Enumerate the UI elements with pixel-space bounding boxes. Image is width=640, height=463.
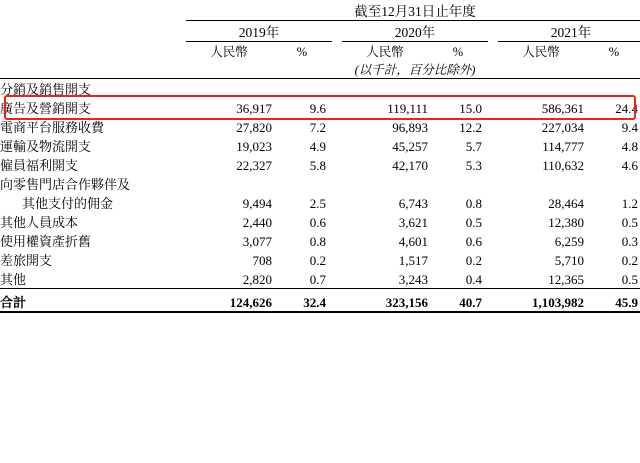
unit-header-row [0, 42, 640, 61]
row-value-amount-2021: 586,361 [541, 101, 584, 116]
row-value-pct-2021: 1.2 [621, 196, 638, 211]
row-value-pct-2019: 0.2 [309, 253, 326, 268]
row-value-amount-2019: 36,917 [236, 101, 272, 116]
row-value-amount-2019: 9,494 [242, 196, 272, 211]
row-value-pct-2020: 0.4 [465, 272, 482, 287]
row-value-amount-2021: 12,380 [548, 215, 584, 230]
row-label: 其他支付的佣金 [22, 196, 114, 211]
empty-corner [0, 0, 186, 21]
table-bottom-rule-row [0, 311, 640, 312]
row-gap-2 [488, 212, 498, 231]
total-pct-2021: 45.9 [584, 289, 640, 312]
row-value-pct-2021: 0.5 [621, 272, 638, 287]
row-gap-1 [332, 174, 342, 193]
row-gap-2 [488, 155, 498, 174]
table-row [0, 98, 640, 117]
period-title-row [0, 0, 640, 21]
unit-note-label-spacer [0, 60, 186, 78]
row-value-pct-2021: 24.4 [615, 101, 638, 116]
row-gap-1 [332, 98, 342, 117]
row-value-amount-2021: 110,632 [542, 158, 584, 173]
row-value-pct-2019: 4.9 [309, 139, 326, 154]
section-title-row [0, 79, 640, 99]
row-value-pct-2019: 7.2 [309, 120, 326, 135]
row-value-amount-2021: 28,464 [548, 196, 584, 211]
row-label: 使用權資產折舊 [0, 234, 92, 249]
row-value-amount-2020: 96,893 [392, 120, 428, 135]
row-gap-1 [332, 193, 342, 212]
row-value-amount-2021: 114,777 [542, 139, 584, 154]
row-value-pct-2021: 0.3 [621, 234, 638, 249]
row-value-pct-2020: 0.5 [465, 215, 482, 230]
row-value-amount-2021: 6,259 [554, 234, 584, 249]
col-pct-2019: % [296, 45, 308, 59]
total-label: 合計 [0, 289, 186, 312]
row-label: 電商平台服務收費 [0, 120, 105, 135]
total-gap-1 [332, 289, 342, 312]
col-amount-2020: 人民幣 [366, 45, 404, 59]
row-gap-2 [488, 231, 498, 250]
year-header-2019: 2019年 [186, 21, 332, 42]
section-title: 分銷及銷售開支 [0, 82, 92, 97]
row-value-pct-2020 [428, 174, 488, 193]
row-value-amount-2020 [342, 174, 428, 193]
row-value-pct-2019 [272, 174, 332, 193]
table-row [0, 231, 640, 250]
row-value-pct-2020: 0.2 [465, 253, 482, 268]
row-value-pct-2020: 5.3 [465, 158, 482, 173]
row-value-amount-2020: 119,111 [387, 101, 428, 116]
row-value-amount-2020: 45,257 [392, 139, 428, 154]
row-gap-1 [332, 117, 342, 136]
row-value-amount-2019: 2,820 [242, 272, 272, 287]
row-gap-2 [488, 250, 498, 269]
table-row [0, 212, 640, 231]
total-pct-2019: 32.4 [272, 289, 332, 312]
row-value-pct-2021 [584, 174, 640, 193]
row-label: 運輸及物流開支 [0, 139, 92, 154]
row-label: 其他人員成本 [0, 215, 79, 230]
table-row [0, 250, 640, 269]
row-value-pct-2020: 15.0 [459, 101, 482, 116]
row-value-amount-2019 [186, 174, 272, 193]
total-amount-2021: 1,103,982 [498, 289, 584, 312]
year-header-2020: 2020年 [342, 21, 488, 42]
table-row [0, 155, 640, 174]
row-value-amount-2021: 5,710 [554, 253, 584, 268]
row-gap-1 [332, 250, 342, 269]
row-gap-2 [488, 269, 498, 289]
total-row [0, 289, 640, 312]
row-label: 廣告及營銷開支 [0, 101, 92, 116]
total-gap-2 [488, 289, 498, 312]
row-value-amount-2019: 3,077 [242, 234, 272, 249]
row-gap-1 [332, 155, 342, 174]
row-value-amount-2020: 4,601 [398, 234, 428, 249]
row-gap-2 [488, 117, 498, 136]
row-value-pct-2021: 9.4 [621, 120, 638, 135]
total-pct-2020: 40.7 [428, 289, 488, 312]
row-value-pct-2020: 5.7 [465, 139, 482, 154]
row-value-pct-2019: 0.6 [309, 215, 326, 230]
gap-1 [332, 21, 342, 42]
table-row [0, 174, 640, 193]
col-pct-2021: % [608, 45, 620, 59]
row-value-pct-2019: 5.8 [309, 158, 326, 173]
table-bottom-rule [0, 311, 640, 312]
year-row-label-spacer [0, 21, 186, 42]
row-value-amount-2021: 227,034 [541, 120, 584, 135]
total-amount-2020: 323,156 [342, 289, 428, 312]
col-pct-2020: % [452, 45, 464, 59]
row-label: 向零售門店合作夥伴及 [0, 177, 131, 192]
unit-note: (以千計，百分比除外) [354, 63, 476, 77]
row-value-pct-2021: 0.5 [621, 215, 638, 230]
unit-row-label-spacer [0, 42, 186, 61]
unit-note-row [0, 60, 640, 78]
gap-4 [488, 42, 498, 61]
row-value-pct-2021: 0.2 [621, 253, 638, 268]
row-value-amount-2020: 6,743 [398, 196, 428, 211]
year-header-row [0, 21, 640, 42]
row-gap-2 [488, 136, 498, 155]
row-value-amount-2019: 22,327 [236, 158, 272, 173]
row-value-pct-2020: 12.2 [459, 120, 482, 135]
row-value-amount-2020: 42,170 [392, 158, 428, 173]
row-value-pct-2021: 4.8 [621, 139, 638, 154]
row-value-pct-2020: 0.6 [465, 234, 482, 249]
row-value-pct-2019: 0.7 [309, 272, 326, 287]
row-gap-1 [332, 269, 342, 289]
row-value-amount-2020: 3,243 [398, 272, 428, 287]
row-value-amount-2019: 19,023 [236, 139, 272, 154]
table-row [0, 136, 640, 155]
period-title: 截至12月31日止年度 [186, 0, 640, 21]
row-value-pct-2020: 0.8 [465, 196, 482, 211]
table-row [0, 117, 640, 136]
row-value-pct-2019: 2.5 [309, 196, 326, 211]
row-value-amount-2021 [498, 174, 584, 193]
gap-3 [332, 42, 342, 61]
row-value-amount-2019: 27,820 [236, 120, 272, 135]
row-gap-1 [332, 136, 342, 155]
row-gap-2 [488, 98, 498, 117]
row-value-pct-2021: 4.6 [621, 158, 638, 173]
gap-2 [488, 21, 498, 42]
table-row [0, 269, 640, 289]
col-amount-2019: 人民幣 [210, 45, 248, 59]
row-value-amount-2019: 2,440 [242, 215, 272, 230]
row-value-amount-2020: 1,517 [398, 253, 428, 268]
table-row [0, 193, 640, 212]
row-value-amount-2021: 12,365 [548, 272, 584, 287]
row-value-amount-2020: 3,621 [398, 215, 428, 230]
col-amount-2021: 人民幣 [522, 45, 560, 59]
row-value-pct-2019: 9.6 [309, 101, 326, 116]
row-gap-2 [488, 193, 498, 212]
row-gap-1 [332, 212, 342, 231]
row-label: 其他 [0, 272, 27, 287]
row-value-amount-2019: 708 [252, 253, 272, 268]
year-header-2021: 2021年 [498, 21, 640, 42]
row-label: 差旅開支 [0, 253, 53, 268]
row-value-pct-2019: 0.8 [309, 234, 326, 249]
row-label: 僱員福利開支 [0, 158, 79, 173]
row-gap-2 [488, 174, 498, 193]
total-amount-2019: 124,626 [186, 289, 272, 312]
row-gap-1 [332, 231, 342, 250]
